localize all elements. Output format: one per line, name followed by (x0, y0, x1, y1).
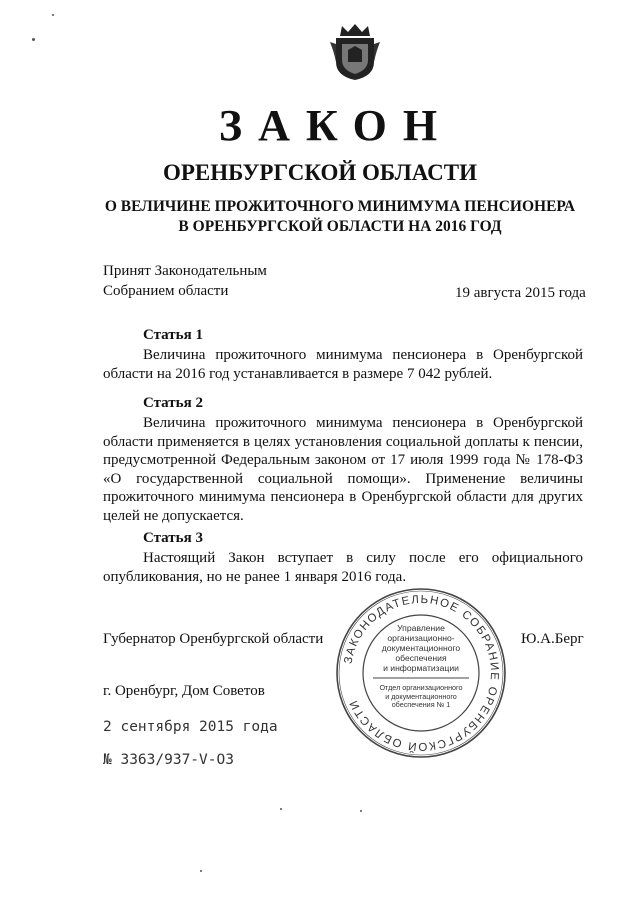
scan-speck (200, 870, 202, 872)
article-3-text: Настоящий Закон вступает в силу после его официального опубликования, но не ранее 1 января 2016 года. (103, 550, 583, 585)
adoption-date: 19 августа 2015 года (455, 285, 586, 301)
official-seal (333, 585, 509, 761)
scan-speck (360, 810, 362, 812)
document-subtitle: ОРЕНБУРГСКОЙ ОБЛАСТИ (162, 160, 478, 185)
adoption-line-2: Собранием области (103, 283, 229, 299)
scan-speck (52, 14, 54, 16)
article-1-title: Статья 1 (143, 327, 203, 343)
document-title: ЗАКОН (218, 101, 454, 150)
law-heading-line-1: О ВЕЛИЧИНЕ ПРОЖИТОЧНОГО МИНИМУМА ПЕНСИОНЕРА (104, 198, 576, 215)
signing-date: 2 сентября 2015 года (103, 719, 278, 735)
seal-inner-top: Управление организационно- документационного обеспечения и информатизации (381, 623, 461, 673)
seal-ring-text: ЗАКОНОДАТЕЛЬНОЕ СОБРАНИЕ ОРЕНБУРГСКОЙ ОБЛАСТИ (342, 593, 501, 753)
signing-place: г. Оренбург, Дом Советов (103, 683, 265, 699)
seal-inner-bottom: Отдел организационного и документационного обеспечения № 1 (379, 683, 463, 709)
article-2-title: Статья 2 (143, 395, 203, 411)
governor-name: Ю.А.Берг (521, 631, 584, 647)
coat-of-arms-icon (328, 22, 382, 82)
scan-speck (280, 808, 282, 810)
adoption-line-1: Принят Законодательным (103, 263, 267, 279)
article-1-text: Величина прожиточного минимума пенсионера в Оренбургской области на 2016 год устанавливается в размере 7 042 рублей. (103, 347, 583, 382)
svg-text:ЗАКОНОДАТЕЛЬНОЕ СОБРАНИЕ ОРЕНБ (343, 594, 501, 753)
scan-speck (32, 38, 35, 41)
registration-number: № 3363/937-V-ОЗ (103, 752, 234, 768)
article-2-text: Величина прожиточного минимума пенсионера в Оренбургской области применяется в целях установления социальной доплаты к пенсии, предусмотренной Федеральным законом от 17 июля 1999 года № 178-ФЗ «О государственной социальной помощи». Применение величины прожиточного минимума пенсионера в Оренбургской области для других целей не допускается. (103, 415, 583, 524)
law-heading-line-2: В ОРЕНБУРГСКОЙ ОБЛАСТИ НА 2016 ГОД (178, 218, 502, 235)
governor-title: Губернатор Оренбургской области (103, 631, 324, 647)
article-3-title: Статья 3 (143, 530, 203, 546)
